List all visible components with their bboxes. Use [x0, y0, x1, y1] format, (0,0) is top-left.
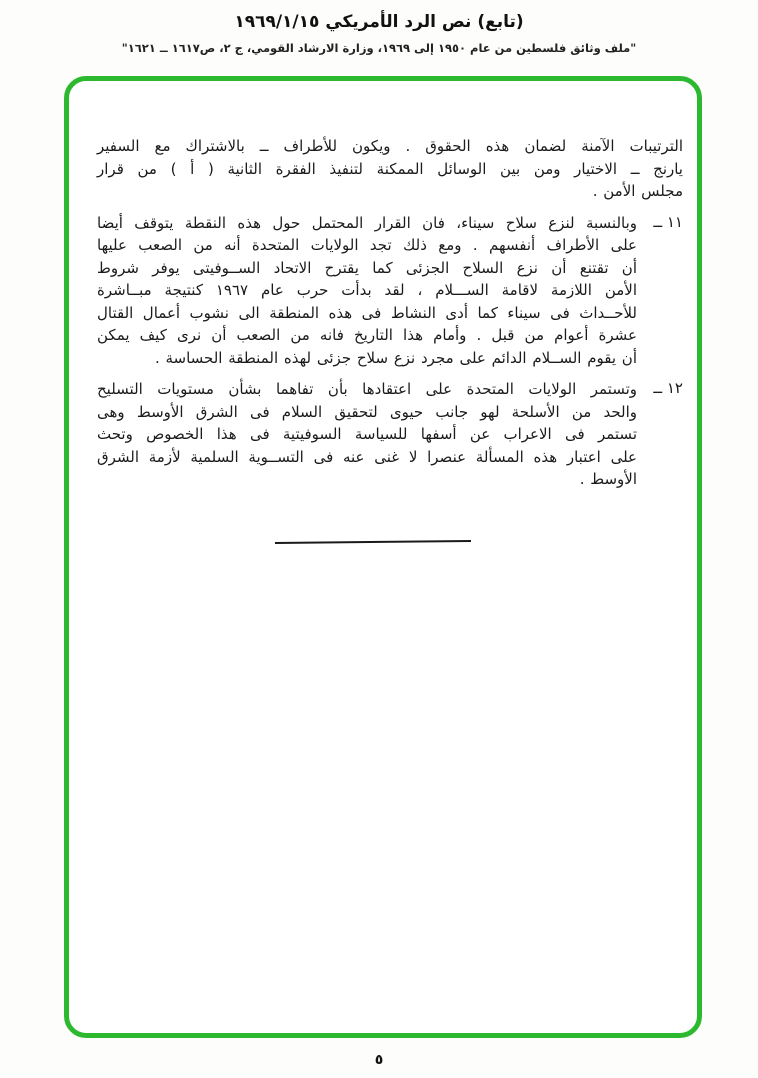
section-divider	[275, 539, 471, 543]
paragraph-12-text: وتستمر الولايات المتحدة على اعتقادها بأن تفاهما بشأن مستويات التسليح والحد من الأسلحة لهو جانب حيوى لتحقيق السلام فى الشرق الأوسط وهى تستمر فى الاعراب عن أسفها للسياسة السوفيتية فى هذا الخصوص وتحث على اعتبار هذه المسألة عنصرا لا غنى عنه فى التســوية السلمية لأزمة الشرق الأوسط .	[97, 380, 637, 488]
paragraph-12	[97, 378, 683, 491]
paragraph-12-number: ١٢ ــ	[653, 379, 683, 397]
paragraph-11	[97, 212, 683, 370]
paragraph-11-number: ١١ ــ	[653, 212, 683, 231]
page-number: ٥	[374, 1052, 384, 1068]
paragraph-intro: الترتيبات الآمنة لضمان هذه الحقوق . ويكون للأطراف ــ بالاشتراك مع السفير يارنج ــ الاختيار ومن بين الوسائل الممكنة لتنفيذ الفقرة الثانية ( أ ) من قرار مجلس الأمن .	[97, 137, 683, 200]
document-frame	[64, 76, 702, 1038]
paragraph-11-text: وبالنسبة لنزع سلاح سيناء، فان القرار المحتمل حول هذه النقطة يتوقف أيضا على الأطراف أنفسهم . ومع ذلك تجد الولايات المتحدة أنه من الصعب عليها أن تقتنع أن نزع السلاح الجزئى كما يقترح الاتحاد الســوفيتى يوفر شروط الأمن اللازمة لاقامة الســـلام ، لقد بدأت حرب عام ١٩٦٧ كنتيجة مبــاشرة للأحــداث فى سيناء كما أدى النشاط فى هذه المنطقة الى نشوب أعمال القتال عشرة أعوام من قبل . وأمام هذا التاريخ فانه من الصعب أن نرى كيف يمكن أن يقوم الســلام الدائم على مجرد نزع سلاح جزئى لهذه المنطقة الحساسة .	[97, 213, 637, 367]
source-citation: "ملف وثائق فلسطين من عام ١٩٥٠ إلى ١٩٦٩، وزارة الارشاد القومي، ج ٢، ص١٦١٧ ــ ١٦٢١"	[121, 41, 637, 55]
page-header	[0, 12, 758, 55]
document-title: (تابع) نص الرد الأمريكي ١٩٦٩/١/١٥	[234, 12, 524, 32]
document-body	[97, 135, 683, 543]
